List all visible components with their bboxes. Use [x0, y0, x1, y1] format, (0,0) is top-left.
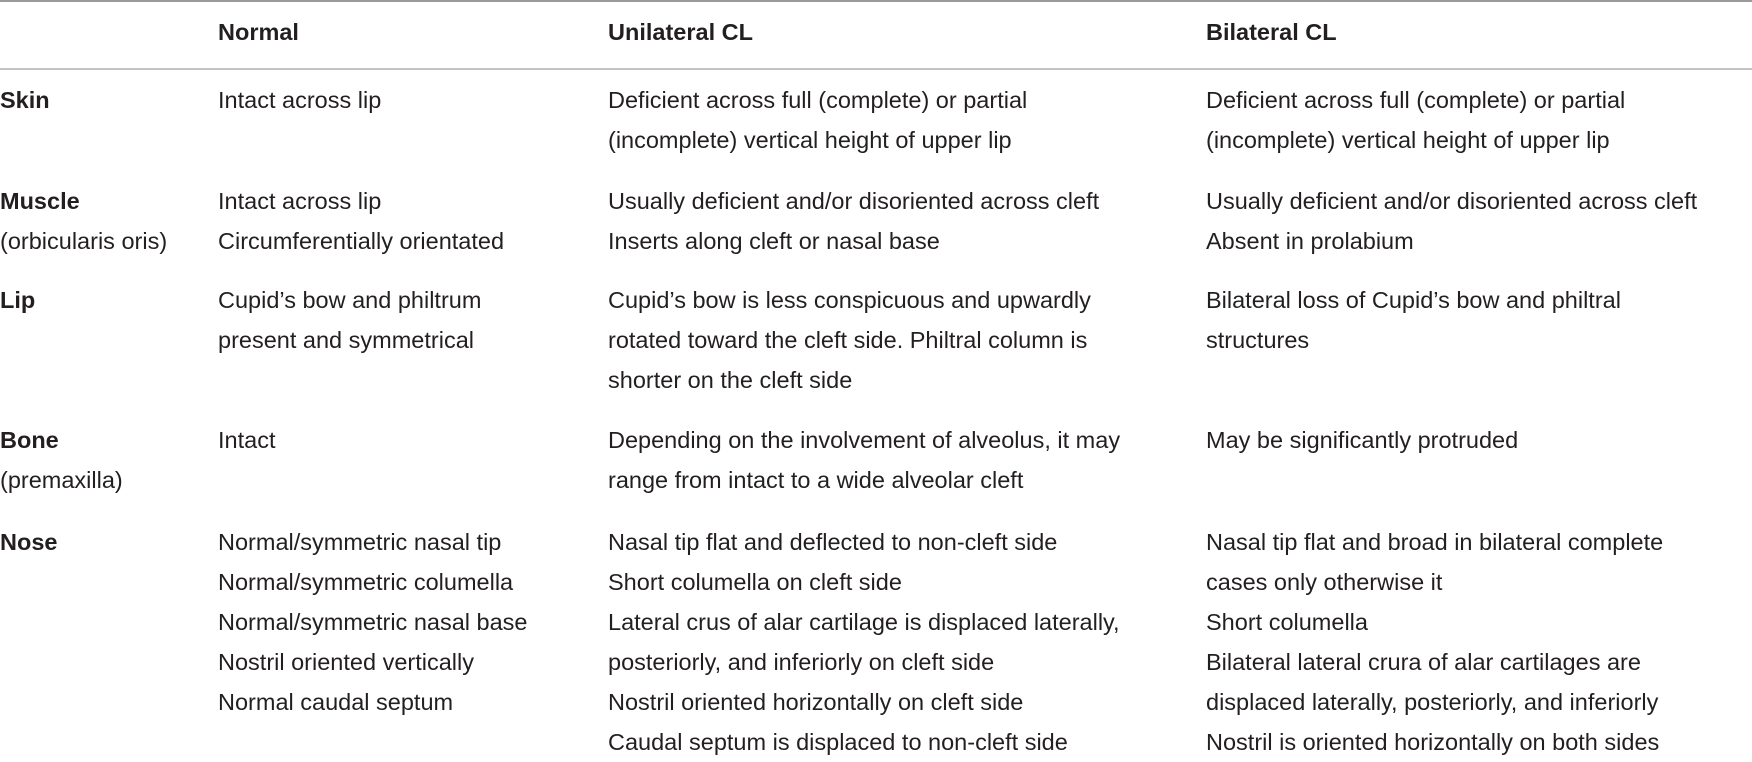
cell-muscle-normal: [218, 181, 504, 261]
cell-line: Normal/symmetric nasal base: [218, 609, 528, 635]
row-label-nose: [0, 522, 57, 562]
cell-line: cases only otherwise it: [1206, 569, 1443, 595]
cell-nose-unilateral: [608, 522, 1120, 762]
row-label-subtext: (premaxilla): [0, 467, 123, 493]
cell-line: structures: [1206, 327, 1310, 353]
cell-line: Normal caudal septum: [218, 689, 454, 715]
cell-line: Deficient across full (complete) or partial: [608, 87, 1028, 113]
cell-skin-bilateral: [1206, 80, 1625, 160]
cell-lip-normal: [218, 280, 481, 360]
row-label-bone: [0, 420, 123, 500]
cell-line: displaced laterally, posteriorly, and inferiorly: [1206, 689, 1659, 715]
cell-line: Nostril oriented vertically: [218, 649, 474, 675]
row-label-text: Skin: [0, 87, 50, 113]
cell-line: Intact across lip: [218, 87, 382, 113]
cell-line: Inserts along cleft or nasal base: [608, 228, 940, 254]
cell-line: present and symmetrical: [218, 327, 474, 353]
row-label-skin: [0, 80, 50, 120]
cell-skin-normal: [218, 80, 381, 120]
row-label-text: Muscle: [0, 188, 80, 214]
cell-line: rotated toward the cleft side. Philtral column is: [608, 327, 1088, 353]
cell-line: Depending on the involvement of alveolus, it may: [608, 427, 1121, 453]
cell-line: Nostril oriented horizontally on cleft side: [608, 689, 1024, 715]
cell-line: Short columella: [1206, 609, 1368, 635]
cell-nose-normal: [218, 522, 528, 722]
column-header-normal: Normal: [218, 19, 299, 45]
row-label-text: Lip: [0, 287, 36, 313]
cell-line: Absent in prolabium: [1206, 228, 1414, 254]
cell-line: Caudal septum is displaced to non-cleft side: [608, 729, 1068, 755]
cell-line: (incomplete) vertical height of upper lip: [1206, 127, 1610, 153]
cell-line: Bilateral lateral crura of alar cartilages are: [1206, 649, 1641, 675]
cell-line: Intact across lip: [218, 188, 382, 214]
cell-line: Nostril is oriented horizontally on both sides: [1206, 729, 1660, 755]
cell-lip-bilateral: [1206, 280, 1621, 360]
cell-line: Cupid’s bow and philtrum: [218, 287, 482, 313]
cell-line: Short columella on cleft side: [608, 569, 902, 595]
cell-line: range from intact to a wide alveolar cleft: [608, 467, 1024, 493]
column-header-bilateral-cl: Bilateral CL: [1206, 19, 1337, 45]
cell-line: Deficient across full (complete) or partial: [1206, 87, 1626, 113]
cell-muscle-bilateral: [1206, 181, 1697, 261]
cell-line: Nasal tip flat and broad in bilateral complete: [1206, 529, 1664, 555]
cell-line: Circumferentially orientated: [218, 228, 505, 254]
header-divider: [0, 68, 1752, 70]
cell-line: posteriorly, and inferiorly on cleft side: [608, 649, 995, 675]
cell-line: shorter on the cleft side: [608, 367, 853, 393]
cell-line: (incomplete) vertical height of upper lip: [608, 127, 1012, 153]
row-label-lip: [0, 280, 35, 320]
row-label-subtext: (orbicularis oris): [0, 228, 168, 254]
cell-line: Lateral crus of alar cartilage is displaced laterally,: [608, 609, 1120, 635]
cell-line: Cupid’s bow is less conspicuous and upwardly: [608, 287, 1091, 313]
cell-nose-bilateral: [1206, 522, 1663, 762]
row-label-text: Bone: [0, 427, 59, 453]
cell-lip-unilateral: [608, 280, 1091, 400]
cell-line: Normal/symmetric columella: [218, 569, 514, 595]
cell-muscle-unilateral: [608, 181, 1099, 261]
table-top-rule: [0, 0, 1752, 2]
cell-line: Intact: [218, 427, 276, 453]
cell-bone-bilateral: [1206, 420, 1518, 460]
row-label-text: Nose: [0, 529, 58, 555]
cell-line: Nasal tip flat and deflected to non-cleft side: [608, 529, 1058, 555]
cell-line: Usually deficient and/or disoriented across cleft: [608, 188, 1100, 214]
cell-bone-unilateral: [608, 420, 1120, 500]
cell-skin-unilateral: [608, 80, 1027, 160]
column-header-unilateral-cl: Unilateral CL: [608, 19, 753, 45]
cell-line: May be significantly protruded: [1206, 427, 1519, 453]
cell-line: Normal/symmetric nasal tip: [218, 529, 502, 555]
row-label-muscle: [0, 181, 167, 261]
cell-line: Bilateral loss of Cupid’s bow and philtral: [1206, 287, 1621, 313]
cell-line: Usually deficient and/or disoriented across cleft: [1206, 188, 1698, 214]
cell-bone-normal: [218, 420, 275, 460]
